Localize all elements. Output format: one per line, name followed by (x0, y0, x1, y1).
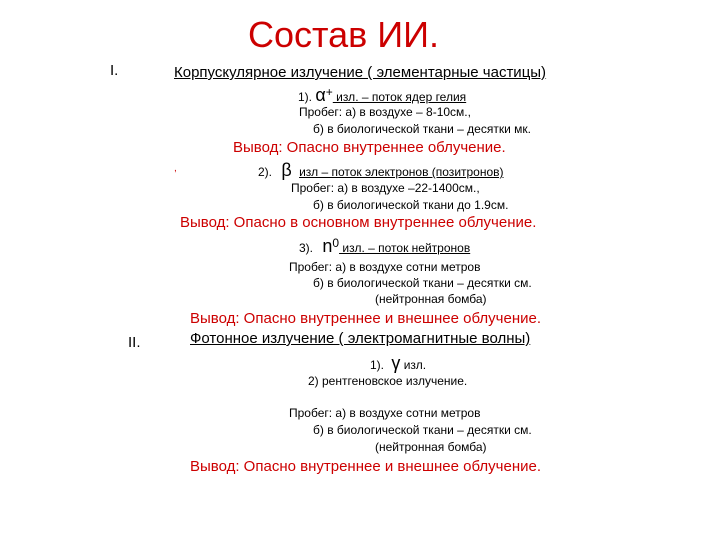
section-1-heading: Корпускулярное излучение ( элементарные частицы) (174, 64, 547, 81)
section-2-numeral: II. (128, 334, 141, 351)
section-1-numeral: I. (110, 62, 119, 79)
neutron-range-air: Пробег: а) в воздухе сотни метров (289, 260, 481, 274)
beta-symbol: β (281, 160, 292, 180)
neutron-range-tissue: б) в биологической ткани – десятки см. (313, 276, 532, 290)
neutron-conclusion: Вывод: Опасно внутреннее и внешнее облучение. (190, 310, 541, 327)
photon-conclusion: Вывод: Опасно внутреннее и внешнее облучение. (190, 458, 541, 475)
section-2-heading: Фотонное излучение ( электромагнитные волны) (190, 330, 531, 347)
alpha-sup: + (325, 85, 333, 99)
beta-line (258, 160, 504, 181)
page-title: Состав ИИ. (248, 14, 440, 55)
beta-range-tissue: б) в биологической ткани до 1.9см. (313, 198, 509, 212)
beta-conclusion: Вывод: Опасно в основном внутреннее облучение. (180, 214, 537, 231)
alpha-conclusion: Вывод: Опасно внутреннее облучение. (233, 139, 506, 156)
xray-line: 2) рентгеновское излучение. (308, 374, 468, 388)
gamma-desc: изл. (400, 358, 427, 372)
beta-range-air: Пробег: а) в воздухе –22-1400см., (291, 181, 480, 195)
alpha-number: 1). (298, 90, 313, 104)
neutron-number: 3). (299, 241, 314, 255)
neutron-sup: 0 (332, 236, 340, 250)
beta-desc: изл – поток электронов (позитронов) (299, 165, 504, 179)
neutron-desc: изл. – поток нейтронов (339, 241, 471, 255)
gamma-line (370, 353, 426, 374)
neutron-note: (нейтронная бомба) (375, 292, 487, 306)
alpha-range-air: Пробег: а) в воздухе – 8-10см., (299, 105, 471, 119)
alpha-range-tissue: б) в биологической ткани – десятки мк. (313, 122, 531, 136)
gamma-number: 1). (370, 358, 385, 372)
photon-note: (нейтронная бомба) (375, 440, 487, 454)
gamma-symbol: γ (391, 353, 401, 373)
photon-range-tissue: б) в биологической ткани – десятки см. (313, 423, 532, 437)
stray-mark: , (174, 163, 177, 174)
alpha-desc: изл. – поток ядер гелия (332, 90, 467, 104)
photon-range-air: Пробег: а) в воздухе сотни метров (289, 406, 481, 420)
neutron-line (299, 236, 470, 257)
neutron-symbol: n (322, 236, 333, 256)
alpha-line (298, 85, 466, 106)
beta-number: 2). (258, 165, 273, 179)
alpha-symbol: α (315, 85, 326, 105)
